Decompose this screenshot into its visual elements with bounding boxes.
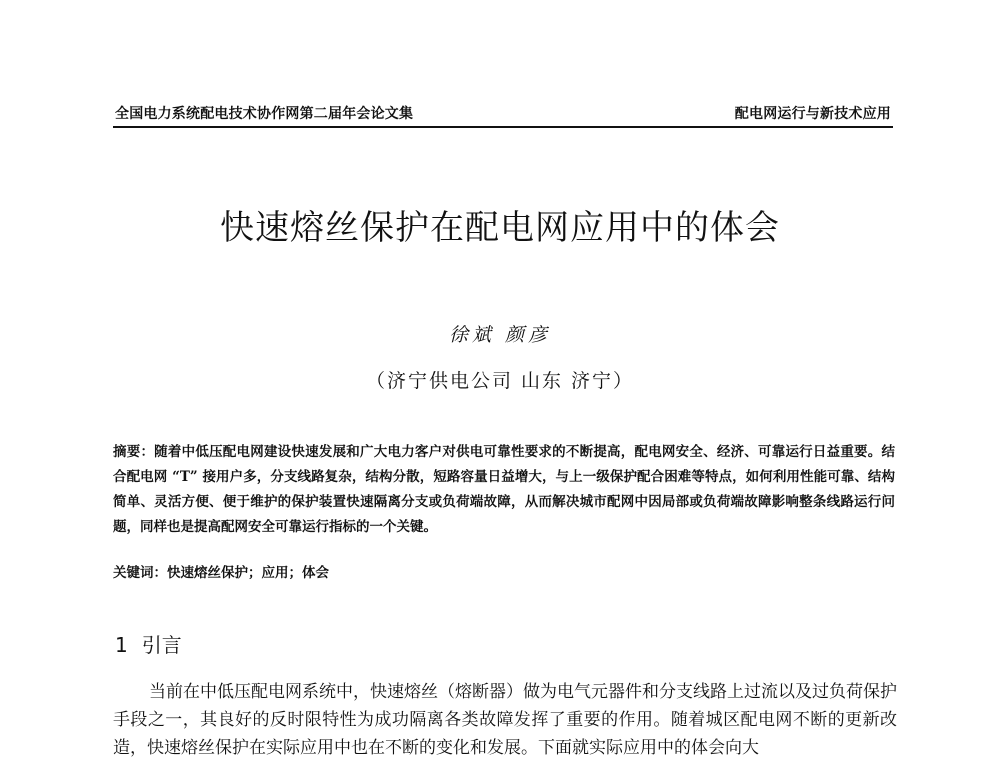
- section-title: 引言: [141, 633, 182, 657]
- abstract-label: 摘要：: [113, 444, 155, 460]
- header-section-title: 配电网运行与新技术应用: [734, 106, 891, 122]
- keywords-label: 关键词：: [113, 565, 167, 581]
- running-header: [113, 100, 893, 124]
- section-number: 1: [115, 633, 128, 657]
- header-proceedings-title: 全国电力系统配电技术协作网第二届年会论文集: [115, 106, 414, 122]
- section-heading: [115, 629, 182, 658]
- paper-title: 快速熔丝保护在配电网应用中的体会: [220, 208, 780, 248]
- header-rule: [113, 126, 893, 128]
- keywords-text: 快速熔丝保护；应用；体会: [167, 565, 329, 581]
- abstract-text: 随着中低压配电网建设快速发展和广大电力客户对供电可靠性要求的不断提高，配电网安全、经济、可靠运行日益重要。结合配电网 “T” 接用户多，分支线路复杂，结构分散，短路容量日益增大，与上一级保护配合困难等特点，如何利用性能可靠、结构简单、灵活方便、便于维护的保护装置快速隔离分支或负荷端故障，从而解决城市配网中因局部或负荷端故障影响整条线路运行问题，同样也是提高配网安全可靠运行指标的一个关键。: [113, 444, 896, 535]
- body-paragraph: 当前在中低压配电网系统中，快速熔丝（熔断器）做为电气元器件和分支线路上过流以及过负荷保护手段之一，其良好的反时限特性为成功隔离各类故障发挥了重要的作用。随着城区配电网不断的更新改造，快速熔丝保护在实际应用中也在不断的变化和发展。下面就实际应用中的体会向大: [113, 682, 897, 758]
- keywords: [113, 563, 895, 583]
- authors: 徐斌 颜彦: [448, 324, 552, 346]
- abstract: [113, 440, 895, 540]
- affiliation: （济宁供电公司 山东 济宁）: [365, 370, 635, 392]
